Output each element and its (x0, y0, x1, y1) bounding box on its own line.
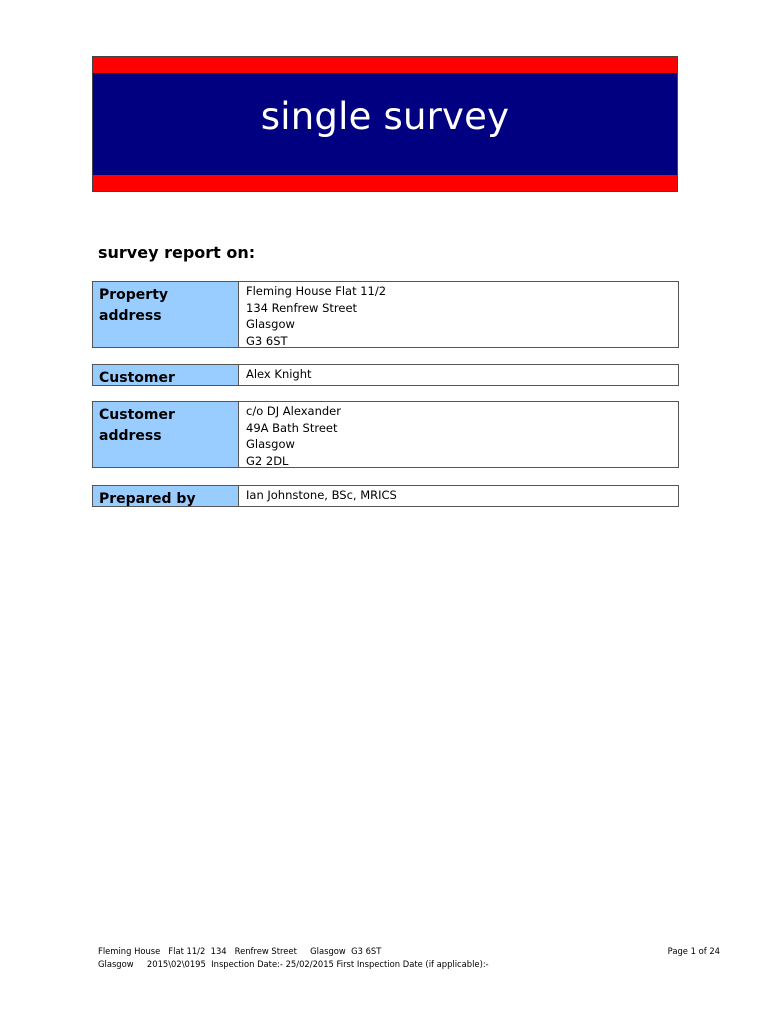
prepared-by-label: Prepared by (93, 486, 239, 506)
report-heading: survey report on: (98, 243, 256, 262)
customer-address-line: c/o DJ Alexander (246, 404, 341, 418)
customer-label: Customer (93, 365, 239, 385)
property-address-table (92, 281, 679, 348)
property-address-line: 134 Renfrew Street (246, 300, 358, 315)
customer-address-line: G2 2DL (246, 453, 289, 468)
page-footer (98, 945, 720, 970)
title-banner (92, 56, 678, 192)
footer-address: Fleming House Flat 11/2 134 Renfrew Street Glasgow G3 6ST (98, 946, 382, 956)
prepared-by-value (239, 486, 678, 506)
customer-name: Alex Knight (246, 367, 312, 381)
property-address-line: G3 6ST (246, 333, 288, 348)
customer-address-line: Glasgow (246, 437, 295, 451)
property-address-line: Fleming House Flat 11/2 (246, 284, 387, 298)
property-address-value (239, 282, 678, 347)
banner-top-stripe (93, 57, 677, 73)
page-number: Page 1 of 24 (667, 946, 720, 956)
customer-address-line: 49A Bath Street (246, 420, 338, 435)
property-address-label: Property address (93, 282, 239, 347)
footer-inspection-info: Glasgow 2015\02\0195 Inspection Date:- 25/02/2015 First Inspection Date (if applicable):- (98, 958, 489, 969)
prepared-by-table (92, 485, 679, 507)
customer-value (239, 365, 678, 385)
customer-address-label: Customer address (93, 402, 239, 467)
customer-table (92, 364, 679, 386)
surveyor-name: Ian Johnstone, BSc, MRICS (246, 488, 397, 502)
property-address-line: Glasgow (246, 317, 295, 331)
customer-address-value (239, 402, 678, 467)
banner-title: single survey (260, 95, 510, 138)
banner-bottom-stripe (93, 175, 677, 191)
customer-address-table (92, 401, 679, 468)
